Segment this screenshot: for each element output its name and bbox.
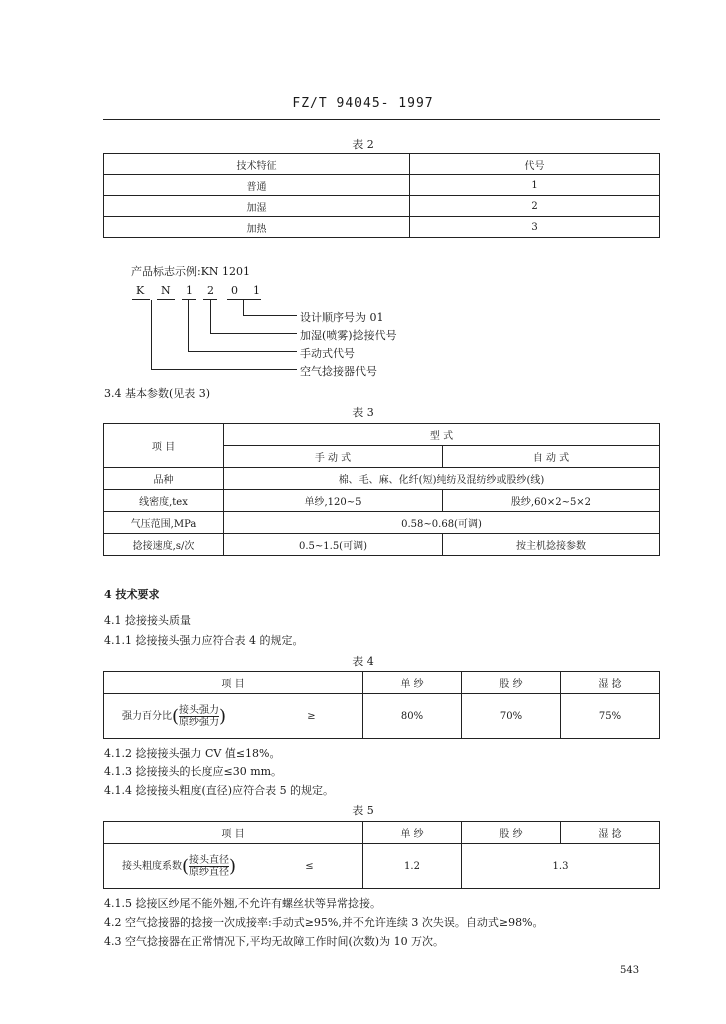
table2 bbox=[103, 153, 660, 238]
table3-manual-header: 手 动 式 bbox=[224, 446, 443, 468]
table4 bbox=[103, 671, 660, 739]
table4-value-ply: 70% bbox=[462, 694, 561, 739]
table5-frac-num: 接头直径 bbox=[189, 854, 230, 866]
example-label-design: 设计顺序号为 01 bbox=[300, 311, 384, 324]
table5-operator: ≤ bbox=[305, 860, 314, 872]
example-code-k: K bbox=[136, 284, 145, 297]
table3-auto-header: 自 动 式 bbox=[443, 446, 660, 468]
table2-cell: 2 bbox=[410, 196, 660, 217]
table3-type-header: 型 式 bbox=[224, 424, 660, 446]
table2-header-code: 代号 bbox=[410, 154, 660, 175]
table5-value-ply-wet: 1.3 bbox=[462, 844, 660, 889]
example-code-1: 1 bbox=[186, 284, 193, 297]
table4-header-wet: 湿 捻 bbox=[561, 672, 660, 694]
table3-cell: 股纱,60×2~5×2 bbox=[443, 490, 660, 512]
table3-caption: 表 3 bbox=[352, 406, 374, 419]
table2-cell: 3 bbox=[410, 217, 660, 238]
table4-value-single: 80% bbox=[363, 694, 462, 739]
table3 bbox=[103, 423, 660, 556]
table3-cell: 单纱,120~5 bbox=[224, 490, 443, 512]
table3-cell: 按主机捻接参数 bbox=[443, 534, 660, 556]
section-4-2: 4.2 空气捻接器的捻接一次成接率:手动式≥95%,并不允许连续 3 次失误。自动式≥98%。 bbox=[104, 916, 544, 929]
section-4-1-1: 4.1.1 捻接接头强力应符合表 4 的规定。 bbox=[104, 634, 304, 647]
header-rule bbox=[103, 119, 660, 120]
table5-frac-den: 原纱直径 bbox=[189, 866, 230, 878]
table4-header-item: 项 目 bbox=[104, 672, 363, 694]
table3-row-label: 气压范围,MPa bbox=[104, 512, 224, 534]
section-4: 4 技术要求 bbox=[104, 588, 160, 601]
table5-row-label: 接头粗度系数( $\frac{\text{接头直径}}{\text{原纱直径}}$) ≤ bbox=[104, 844, 363, 889]
example-label-splicer: 空气捻接器代号 bbox=[300, 365, 377, 378]
table4-frac-num: 接头强力 bbox=[179, 704, 220, 716]
section-4-1-5: 4.1.5 捻接区纱尾不能外翘,不允许有螺丝状等异常捻接。 bbox=[104, 897, 381, 910]
table3-row-label: 线密度,tex bbox=[104, 490, 224, 512]
table4-header-single: 单 纱 bbox=[363, 672, 462, 694]
table3-row-label: 捻接速度,s/次 bbox=[104, 534, 224, 556]
example-label-manual: 手动式代号 bbox=[300, 347, 355, 360]
example-title: 产品标志示例:KN 1201 bbox=[131, 265, 251, 278]
table3-cell: 0.58~0.68(可调) bbox=[224, 512, 660, 534]
table3-cell: 0.5~1.5(可调) bbox=[224, 534, 443, 556]
page-header: FZ/T 94045- 1997 bbox=[292, 96, 434, 111]
table2-header-feature: 技术特征 bbox=[104, 154, 410, 175]
table5-header-single: 单 纱 bbox=[363, 822, 462, 844]
section-4-1-4: 4.1.4 捻接接头粗度(直径)应符合表 5 的规定。 bbox=[104, 784, 335, 797]
table5 bbox=[103, 821, 660, 889]
table4-frac-den: 原纱强力 bbox=[179, 716, 220, 728]
table5-label: 接头粗度系数 bbox=[122, 860, 182, 872]
table5-value-single: 1.2 bbox=[363, 844, 462, 889]
table3-row-label: 品种 bbox=[104, 468, 224, 490]
table4-caption: 表 4 bbox=[352, 655, 374, 668]
section-4-1-3: 4.1.3 捻接接头的长度应≤30 mm。 bbox=[104, 765, 283, 778]
page-number: 543 bbox=[620, 965, 640, 976]
section-4-1: 4.1 捻接接头质量 bbox=[104, 614, 191, 627]
table5-header-ply: 股 纱 bbox=[462, 822, 561, 844]
section-4-3: 4.3 空气捻接器在正常情况下,平均无故障工作时间(次数)为 10 万次。 bbox=[104, 935, 445, 948]
table4-operator: ≥ bbox=[307, 710, 316, 722]
table2-cell: 1 bbox=[410, 175, 660, 196]
section-4-1-2: 4.1.2 捻接接头强力 CV 值≤18%。 bbox=[104, 747, 281, 760]
table4-row-label: 强力百分比( $\frac{\text{接头强力}}{\text{原纱强力}}$) ≥ bbox=[104, 694, 363, 739]
example-label-humid: 加湿(喷雾)捻接代号 bbox=[300, 329, 397, 342]
table5-header-item: 项 目 bbox=[104, 822, 363, 844]
table5-header-wet: 湿 捻 bbox=[561, 822, 660, 844]
table4-label: 强力百分比 bbox=[122, 710, 172, 722]
table2-cell: 普通 bbox=[104, 175, 410, 196]
table2-caption: 表 2 bbox=[352, 138, 374, 151]
table2-cell: 加热 bbox=[104, 217, 410, 238]
example-code-1b: 1 bbox=[253, 284, 260, 297]
section-3-4: 3.4 基本参数(见表 3) bbox=[104, 387, 211, 400]
table2-cell: 加湿 bbox=[104, 196, 410, 217]
table4-header-ply: 股 纱 bbox=[462, 672, 561, 694]
example-code-2: 2 bbox=[207, 284, 214, 297]
table3-item-header: 项 目 bbox=[104, 424, 224, 468]
example-code-n: N bbox=[161, 284, 171, 297]
table5-caption: 表 5 bbox=[352, 804, 374, 817]
example-code-0: 0 bbox=[231, 284, 238, 297]
table4-value-wet: 75% bbox=[561, 694, 660, 739]
table3-cell: 棉、毛、麻、化纤(短)纯纺及混纺纱或股纱(线) bbox=[224, 468, 660, 490]
